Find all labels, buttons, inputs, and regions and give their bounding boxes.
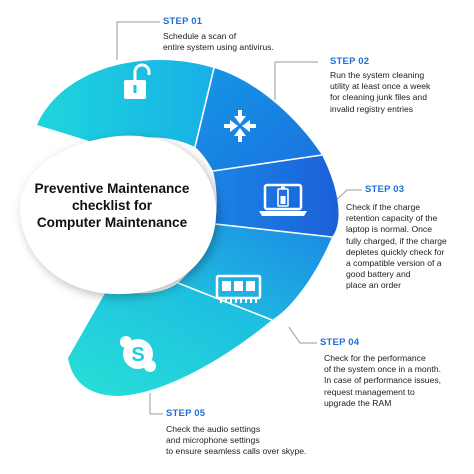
connector-step-05 [150,393,163,414]
step-04-title: STEP 04 [320,337,360,348]
step-05-text: Check the audio settings and microphone settings to ensure seamless calls over skype. [166,424,307,457]
step-02-title: STEP 02 [330,56,370,67]
step-03-title: STEP 03 [365,184,405,195]
segment-step-01 [37,60,214,148]
center-title [16,180,208,231]
step-01-title: STEP 01 [163,16,203,27]
laptop-battery-icon [259,185,307,216]
center-title-line-1: Preventive Maintenance [34,181,190,196]
svg-text:S: S [131,344,145,366]
connector-step-01 [117,22,160,60]
step-03-text: Check if the charge retention capacity of the laptop is normal. Once fully charged, if the charge depletes quickly check for a compatible version of a good battery and place an order [346,202,447,291]
step-02-text: Run the system cleaning utility at least once a week for cleaning junk files and invalid registry entries [330,70,431,114]
connector-step-02 [275,62,318,100]
step-04-text: Check for the performance of the system once in a month. In case of performance issues, request management to upgrade the RAM [324,353,442,408]
segment-step-02 [195,68,322,171]
step-05-title: STEP 05 [166,408,206,419]
step-01-text: Schedule a scan of entire system using antivirus. [163,31,274,53]
center-title-line-2: checklist for [71,198,153,213]
connector-step-04 [289,327,317,343]
center-title-line-3: Computer Maintenance [36,215,188,230]
